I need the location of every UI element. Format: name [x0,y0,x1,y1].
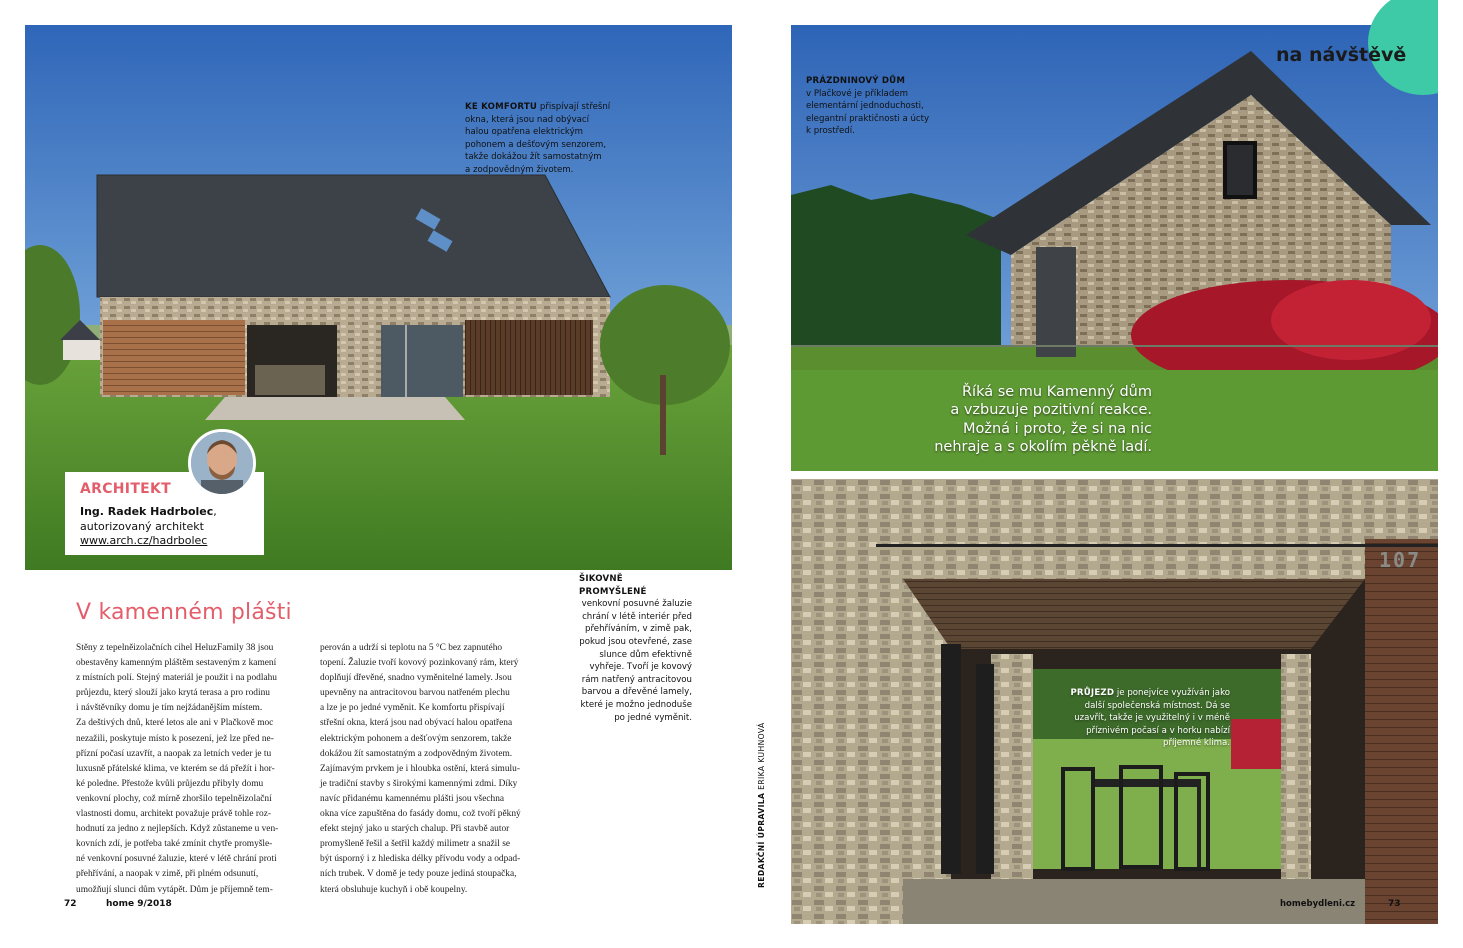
caption-prujezd [1064,687,1230,750]
website-link[interactable]: homebydleni.cz [1280,899,1356,909]
quote-line: Říká se mu Kamenný dům [961,384,1152,400]
editor-credit [757,722,766,888]
page-number-left: 72 [64,899,77,909]
caption-line: pohonem a dešťovým senzorem, [465,139,607,150]
architect-url-link[interactable]: www.arch.cz/hadrbolec [80,534,208,547]
architect-name: Ing. Radek Hadrbolec [80,505,214,518]
body-line: okna více zapuštěna do fasády domu, což tvoří pěkný [320,809,521,820]
body-line: venkovní plochy, což mírně zhoršilo tepelněizolační [76,793,272,804]
caption-line: vyhřeje. Tvoří je kovový [589,662,692,673]
body-line: umožňují slunci dům vytápět. Dům je příjemně tem- [76,884,273,895]
body-line: Stěny z tepelněizolačních cihel HeluzFamily 38 jsou [76,643,274,653]
caption-line: příjemné klima. [1162,738,1230,749]
caption-line: venkovní posuvné žaluzie [581,599,692,610]
body-line: Zajímavým prvkem je i hloubka ostění, která simulu- [320,763,520,774]
body-line: upevněny na antracitovou barvou natřeném plechu [320,688,510,699]
quote-line: a vzbuzuje pozitivní reakce. [950,402,1152,419]
body-line: kovních zdí, je potřeba také zmínit chytře promyšle- [76,839,273,850]
body-line: ké poledne. Přestože kvůli průjezdu přibyly domu [76,778,264,789]
caption-line: rám natřený antracitovou [581,674,692,685]
caption-line: k prostředí. [806,126,855,137]
body-line: která obsluhuje kuchyň i obě koupelny. [320,884,468,895]
caption-line: uzavřít, takže je využitelný i v méně [1074,713,1230,724]
caption-line: příznivém počasí a v horku nabízí [1086,725,1230,736]
caption-line: v Plačkové je příkladem [806,88,908,99]
caption-line: pokud jsou otevřené, zase [579,636,692,647]
body-line: Za deštivých dnů, které letos ale ani v Plačkově moc [76,718,274,729]
page-number-right: 73 [1388,899,1401,909]
editor-credit-label: REDAKČNÍ ÚPRAVILA [757,792,766,888]
body-line: topení. Žaluzie tvoří kovový pozinkovaný rám, který [320,658,519,669]
architect-avatar [188,429,256,497]
caption-line: přehříváním, v zimě pak, [584,624,692,635]
caption-sikovne-lead: ŠIKOVNĚ PROMYŠLENÉ [579,574,647,597]
caption-line: elegantní praktičnosti a úcty [806,113,930,124]
caption-line: je ponejvíce využíván jako [1116,688,1230,698]
body-line: vlastnosti domu, architekt považuje právě tohle roz- [76,809,271,820]
architect-label: ARCHITEKT [80,481,172,497]
body-line: luxusně přátelské klima, ve kterém se dá přežít i hor- [76,763,275,774]
caption-prazdninovy-dum [806,75,976,138]
pull-quote [930,383,1152,456]
caption-ke-komfortu-lead: KE KOMFORTU [465,102,538,112]
body-line: hodnutí za jedno z nejlepších. Když zůstaneme u ven- [76,824,279,835]
body-line: být úsporný i z hlediska délky přívodu vody a odpad- [320,854,521,865]
body-line: promyšleně řešil a šetřil každý milimetr a snažil se [320,839,511,850]
body-line: z místních polí. Stejný materiál je použit i na podlahu [76,673,277,684]
body-line: nezažili, poskytuje místo k posezení, jež lze před ne- [76,733,274,744]
body-line: průjezdu, který slouží jako krytá terasa a pro rodinu [76,688,270,699]
body-line: elektrickým pohonem a dešťovým senzorem, takže [320,733,512,744]
caption-line: po jedné vyměnit. [614,712,692,723]
magazine-issue: home 9/2018 [106,899,172,909]
section-tag: na návštěvě [1276,44,1407,66]
body-line: přehřívání, a naopak v zimě, při plném odsunutí, [76,869,259,880]
caption-prujezd-lead: PRŮJEZD [1070,688,1115,698]
body-line: ních trubek. V domě je tedy pouze jediná stoupačka, [320,869,517,880]
body-line: i návštěvníky domu je tím nejžádanějším místem. [76,703,263,714]
quote-line: nehraje a s okolím pěkně ladí. [934,438,1152,455]
caption-line: takže dokážou žít samostatným [465,152,602,163]
quote-line: Možná i proto, že si na nic [962,420,1152,437]
body-line: střešní okna, která jsou nad obývací halou opatřena [320,718,513,729]
body-line: dokážou žít samostatným a zodpovědným životem. [320,748,513,759]
caption-line: další společenská místnost. Dá se [1084,700,1230,711]
house-number: 107 [1379,548,1422,572]
article-column-1 [76,641,314,898]
body-line: přízní počasí uzavřít, a naopak za letních veder je tu [76,748,272,759]
body-line: je tradiční stavby s širokými kamennými zdmi. Díky [320,778,518,789]
caption-line: a zodpovědným životem. [465,164,574,175]
body-line: efekt stejný jako u starých chalup. Při stavbě autor [320,824,510,835]
caption-ke-komfortu [465,101,625,177]
caption-prazdninovy-lead: PRÁZDNINOVÝ DŮM [806,76,906,86]
caption-line: halou opatřena elektrickým [465,127,584,138]
body-line: a lze je po jedné vyměnit. Ke komfortu přispívají [320,703,505,714]
architect-role: autorizovaný architekt [80,519,204,533]
architect-name-suffix: , [213,505,217,518]
caption-line: přispívají střešní [539,102,611,112]
article-title: V kamenném plášti [76,600,292,625]
body-line: perován a udrží si teplotu na 5 °C bez zapnutého [320,643,503,653]
caption-line: barvou a dřevěné lamely, [581,687,692,698]
body-line: doplňují dřevěné, snadno vyměnitelné lamely. Jsou [320,673,512,684]
caption-line: elementární jednoduchosti, [806,101,924,112]
body-line: navíc přidanému kamennému plášti jsou všechna [320,793,505,804]
body-line: obestavěny kamenným pláštěm sestaveným z kamení [76,658,277,669]
caption-line: které je možno jednoduše [580,699,692,710]
caption-line: slunce dům efektivně [599,649,692,660]
body-line: né venkovní posuvné žaluzie, které v létě chrání proti [76,854,277,865]
caption-line: chrání v létě interiér před [582,611,692,622]
editor-credit-name: ERIKA KUHNOVÁ [757,722,766,790]
caption-line: okna, která jsou nad obývací [465,114,590,125]
article-column-2 [320,641,560,898]
caption-sikovne-promyslene [560,573,692,724]
